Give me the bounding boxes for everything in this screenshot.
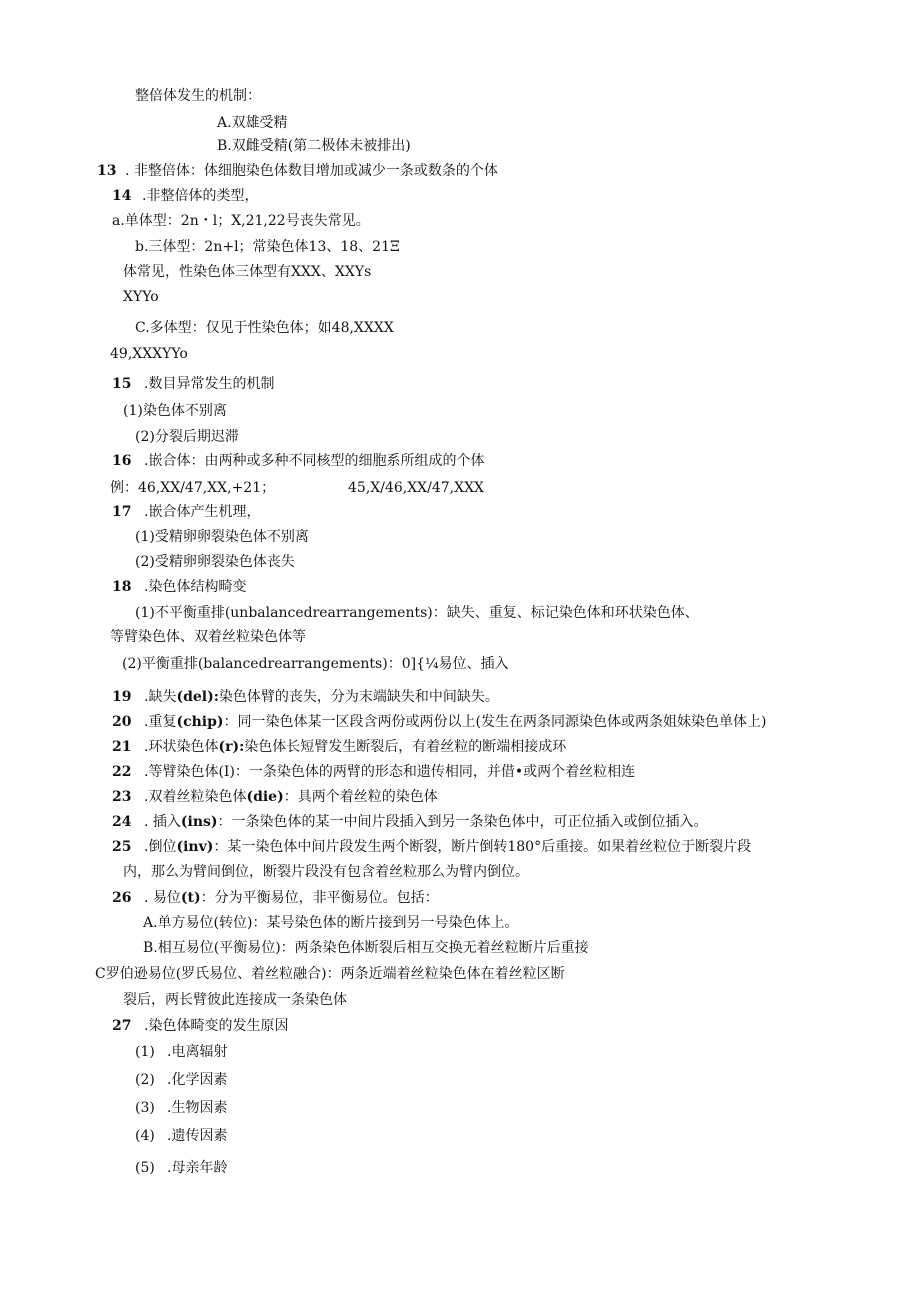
list-marker: (5) bbox=[135, 1160, 155, 1176]
item-number: 16 bbox=[112, 453, 132, 469]
section-23 bbox=[112, 788, 438, 806]
text-line: 体常见，性染色体三体型有XXX、XXYs bbox=[123, 264, 372, 280]
text-line: (1)受精卵卵裂染色体不别离 bbox=[135, 529, 309, 545]
text-line: B.相互易位(平衡易位)：两条染色体断裂后相互交换无着丝粒断片后重接 bbox=[143, 940, 589, 956]
item-text: ：分为平衡易位，非平衡易位。包括： bbox=[200, 890, 439, 906]
list-marker: (1) bbox=[135, 1044, 155, 1060]
list-item bbox=[135, 1159, 227, 1177]
list-text: .化学因素 bbox=[167, 1072, 228, 1088]
text-line: 整倍体发生的机制： bbox=[135, 88, 261, 104]
item-text: . 插入 bbox=[144, 814, 181, 830]
text-line: (2)平衡重排(balancedrearrangements)：0]{¼易位、插入 bbox=[122, 656, 509, 672]
item-number: 27 bbox=[112, 1018, 132, 1034]
text-line: B.双雌受精(第二极体未被排出) bbox=[217, 138, 411, 154]
item-text: ：同一染色体某一区段含两份或两份以上(发生在两条同源染色体或两条姐妹染色单体上) bbox=[223, 714, 767, 730]
abbreviation: (inv) bbox=[176, 839, 214, 855]
abbreviation: (chip) bbox=[176, 714, 224, 730]
item-text: .双着丝粒染色体 bbox=[144, 789, 247, 805]
list-item bbox=[135, 1071, 227, 1089]
list-text: .母亲年龄 bbox=[167, 1160, 228, 1176]
list-marker: (2) bbox=[135, 1072, 155, 1088]
text-line: a.单体型：2n・l；X,21,22号丧失常见。 bbox=[112, 213, 370, 229]
item-number: 14 bbox=[112, 188, 132, 204]
item-text: 染色体臂的丧失，分为末端缺失和中间缺失。 bbox=[218, 689, 499, 705]
item-text: 染色体长短臂发生断裂后，有着丝粒的断端相接成环 bbox=[244, 739, 567, 755]
item-number: 17 bbox=[112, 504, 132, 520]
text-line: C罗伯逊易位(罗氏易位、着丝粒融合)：两条近端着丝粒染色体在着丝粒区断 bbox=[95, 966, 565, 982]
list-text: .生物因素 bbox=[167, 1100, 228, 1116]
item-number: 25 bbox=[112, 839, 132, 855]
section-17 bbox=[112, 503, 260, 521]
item-number: 21 bbox=[112, 739, 132, 755]
text-line: 例：46,XX/47,XX,+21； bbox=[110, 480, 276, 496]
section-27 bbox=[112, 1017, 288, 1035]
item-text: .倒位 bbox=[144, 839, 177, 855]
item-text: .数目异常发生的机制 bbox=[144, 376, 275, 392]
section-16 bbox=[112, 452, 484, 470]
item-text: .等臂染色体(I)：一条染色体的两臂的形态和遗传相同，并借•或两个着丝粒相连 bbox=[144, 764, 636, 780]
item-number: 18 bbox=[112, 579, 132, 595]
text-line: 49,XXXYYo bbox=[110, 346, 188, 362]
section-13 bbox=[97, 162, 498, 180]
item-text: ：一条染色体的某一中间片段插入到另一条染色体中，可正位插入或倒位插入。 bbox=[217, 814, 708, 830]
section-15 bbox=[112, 375, 274, 393]
item-text: . 易位 bbox=[144, 890, 181, 906]
item-text: .染色体结构畸变 bbox=[144, 579, 247, 595]
text-line: A.双雄受精 bbox=[217, 115, 288, 131]
list-text: .电离辐射 bbox=[167, 1044, 228, 1060]
item-text: . 非整倍体：体细胞染色体数目增加或减少一条或数条的个体 bbox=[125, 163, 498, 179]
item-text: .染色体畸变的发生原因 bbox=[144, 1018, 289, 1034]
item-text: ：具两个着丝粒的染色体 bbox=[283, 789, 438, 805]
list-marker: (4) bbox=[135, 1128, 155, 1144]
text-line: 等臂染色体、双着丝粒染色体等 bbox=[110, 629, 306, 645]
text-line: A.单方易位(转位)：某号染色体的断片接到另一号染色体上。 bbox=[143, 915, 519, 931]
item-number: 13 bbox=[97, 163, 117, 179]
section-18 bbox=[112, 578, 246, 596]
abbreviation: (die) bbox=[246, 789, 284, 805]
item-number: 22 bbox=[112, 764, 132, 780]
list-item bbox=[135, 1043, 227, 1061]
list-item bbox=[135, 1127, 227, 1145]
section-21 bbox=[112, 738, 566, 756]
list-item bbox=[135, 1099, 227, 1117]
text-line: (2)受精卵卵裂染色体丧失 bbox=[135, 554, 295, 570]
section-25 bbox=[112, 838, 751, 856]
item-number: 24 bbox=[112, 814, 132, 830]
text-line: (2)分裂后期迟滞 bbox=[135, 429, 239, 445]
section-24 bbox=[112, 813, 708, 831]
text-line: 内，那么为臂间倒位，断裂片段没有包含着丝粒那么为臂内倒位。 bbox=[123, 864, 529, 880]
section-22 bbox=[112, 763, 635, 781]
section-14 bbox=[112, 187, 258, 205]
abbreviation: (r): bbox=[218, 739, 245, 755]
item-number: 26 bbox=[112, 890, 132, 906]
item-text: .环状染色体 bbox=[144, 739, 219, 755]
abbreviation: (ins) bbox=[180, 814, 218, 830]
item-text: .嵌合体：由两种或多种不同核型的细胞系所组成的个体 bbox=[144, 453, 485, 469]
item-text: .重复 bbox=[144, 714, 177, 730]
text-line: 裂后，两长臂彼此连接成一条染色体 bbox=[123, 992, 347, 1008]
list-text: .遗传因素 bbox=[167, 1128, 228, 1144]
item-text: ：某一染色体中间片段发生两个断裂，断片倒转180°后重接。如果着丝粒位于断裂片段 bbox=[213, 839, 752, 855]
item-text: .缺失 bbox=[144, 689, 177, 705]
section-26 bbox=[112, 889, 439, 907]
abbreviation: (del): bbox=[176, 689, 219, 705]
item-number: 15 bbox=[112, 376, 132, 392]
item-number: 20 bbox=[112, 714, 132, 730]
item-text: .非整倍体的类型， bbox=[142, 188, 259, 204]
list-marker: (3) bbox=[135, 1100, 155, 1116]
item-text: .嵌合体产生机理， bbox=[144, 504, 261, 520]
text-line: b.三体型：2n+l；常染色体13、18、21Ξ bbox=[135, 239, 400, 255]
text-line: (1)染色体不别离 bbox=[123, 403, 227, 419]
text-line: (1)不平衡重排(unbalancedrearrangements)：缺失、重复、标记染色体和环状染色体、 bbox=[135, 605, 699, 621]
section-20 bbox=[112, 713, 766, 731]
item-number: 19 bbox=[112, 689, 132, 705]
text-line: 45,X/46,XX/47,XXX bbox=[348, 480, 485, 496]
text-line: C.多体型：仅见于性染色体；如48,XXXX bbox=[135, 320, 394, 336]
abbreviation: (t) bbox=[180, 890, 201, 906]
section-19 bbox=[112, 688, 499, 706]
text-line: XYYo bbox=[123, 289, 159, 305]
item-number: 23 bbox=[112, 789, 132, 805]
